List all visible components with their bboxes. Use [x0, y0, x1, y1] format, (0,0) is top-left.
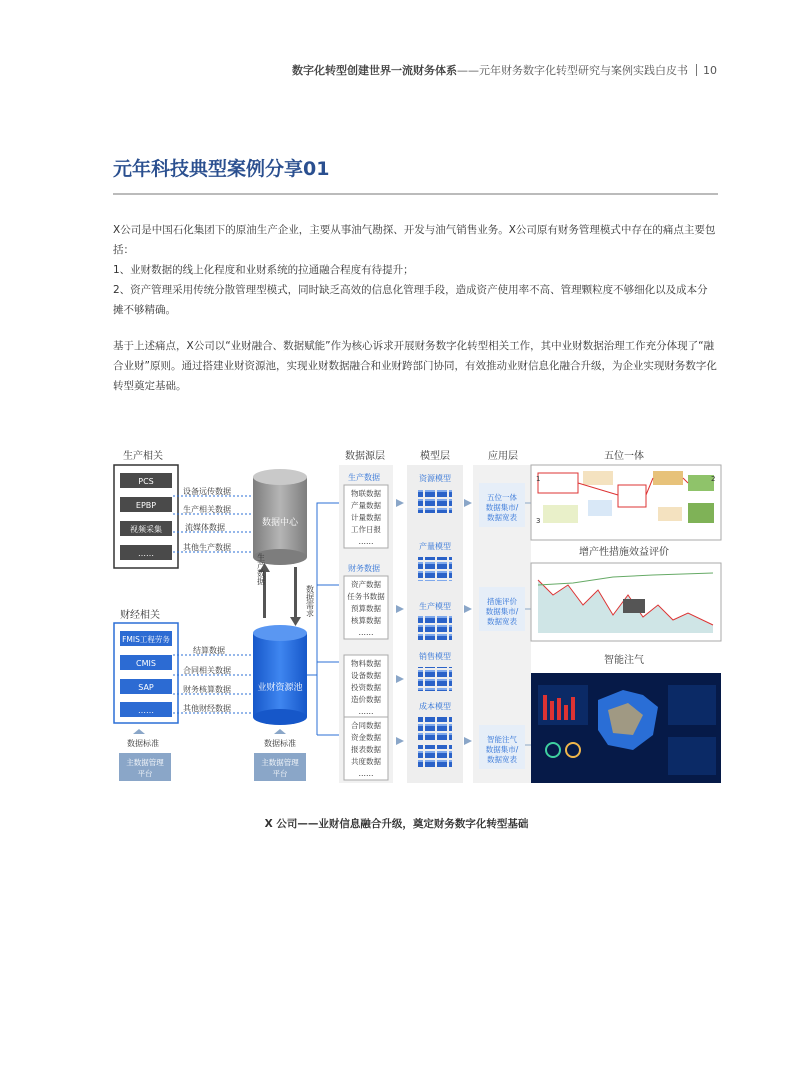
panel-smart-injection-thumbnail	[531, 673, 721, 783]
fin-system-label: CMIS	[136, 659, 156, 668]
app-item	[479, 725, 525, 769]
panel-title: 智能注气	[604, 655, 644, 666]
source-item: 投资数据	[351, 683, 381, 692]
source-item: 造价数据	[351, 695, 381, 704]
vertical-label-left: 生产数据	[256, 553, 266, 585]
app-item	[479, 587, 525, 631]
prod-flow-label: 其他生产数据	[183, 543, 231, 552]
source-item: ……	[358, 628, 374, 637]
mdm-label: 平台	[137, 769, 153, 778]
resource-pool-cylinder	[253, 625, 307, 725]
source-item: 物料数据	[351, 659, 381, 668]
title-divider	[113, 193, 718, 195]
app-label: 智能注气	[487, 735, 517, 744]
paragraph-2-text: 基于上述痛点，X公司以“业财融合、数据赋能”作为核心诉求开展财务数字化转型相关工作，其中业财数据治理工作充分体现了“融合业财”原则。通过搭建业财资源池，实现业财数据融合和业财跨部门协同，有效推动业财信息化融合升级，为企业实现财务数字化转型奠定基础。	[113, 340, 717, 392]
source-item: ……	[358, 707, 374, 716]
connector-bracket	[307, 503, 339, 735]
resource-pool-label: 业财资源池	[257, 683, 303, 693]
source-item: 共度数据	[351, 757, 381, 766]
column-header: 模型层	[420, 451, 450, 462]
up-arrow-icon	[133, 729, 145, 734]
model-label: 产量模型	[419, 542, 451, 551]
header-subtitle: ——元年财务数字化转型研究与案例实践白皮书	[457, 64, 688, 77]
fin-system-label: ……	[138, 706, 154, 715]
prod-flow-label: 设备远传数据	[183, 487, 231, 496]
prod-system-label: PCS	[138, 477, 154, 486]
model-cube-icon	[418, 557, 452, 581]
data-center-label: 数据中心	[261, 518, 299, 528]
prod-system-label: ……	[138, 549, 154, 558]
data-standard-label: 数据标准	[264, 739, 296, 748]
source-group-title: 生产数据	[348, 473, 380, 482]
app-label: 数据集市/	[485, 503, 519, 512]
source-item: 物联数据	[351, 489, 381, 498]
app-label: 数据宽表	[487, 755, 517, 764]
model-cube-icon	[418, 745, 452, 769]
svg-text:3: 3	[536, 517, 541, 525]
model-cube-icon	[418, 667, 452, 691]
panel-title: 增产性措施效益评价	[579, 547, 669, 558]
model-cube-icon	[418, 489, 452, 513]
column-header: 应用层	[488, 451, 518, 462]
model-label: 生产模型	[419, 602, 451, 611]
mdm-label: 主数据管理	[261, 758, 299, 767]
app-item	[479, 483, 525, 527]
model-item	[418, 601, 452, 640]
fin-system-label: FMIS工程劳务	[122, 635, 170, 644]
source-item: ……	[358, 769, 374, 778]
source-item: 设备数据	[351, 671, 381, 680]
data-standard-label: 数据标准	[127, 739, 159, 748]
app-label: 五位一体	[487, 493, 517, 502]
source-item: 合同数据	[351, 721, 381, 730]
mdm-label: 主数据管理	[126, 758, 164, 767]
source-item: 资产数据	[351, 580, 381, 589]
app-label: 数据宽表	[487, 617, 517, 626]
paragraph-1-line: X公司是中国石化集团下的原油生产企业，主要从事油气勘探、开发与油气销售业务。X公司原有财务管理模式中存在的痛点主要包括：	[113, 224, 716, 256]
source-item: ……	[358, 537, 374, 546]
source-item: 预算数据	[351, 604, 381, 613]
fin-label: 财经相关	[120, 610, 160, 621]
svg-text:2: 2	[711, 475, 716, 483]
prod-system-label: EPBP	[135, 501, 157, 510]
page-number: 10	[703, 64, 717, 77]
column-header: 数据源层	[345, 451, 385, 462]
model-label: 成本模型	[419, 702, 451, 711]
app-label: 措施评价	[487, 597, 517, 606]
panel-five-in-one-thumbnail	[531, 465, 721, 540]
model-label: 资源模型	[419, 474, 451, 483]
source-item: 核算数据	[351, 616, 381, 625]
source-item: 资金数据	[351, 733, 381, 742]
prod-label: 生产相关	[123, 451, 163, 462]
page-header	[292, 62, 717, 78]
paragraph-1-line: 1、业财数据的线上化程度和业财系统的拉通融合程度有待提升；	[113, 264, 414, 276]
model-cube-icon	[418, 717, 452, 741]
panel-title: 五位一体	[604, 451, 644, 462]
source-item: 计量数据	[351, 513, 381, 522]
model-item	[418, 473, 452, 513]
data-architecture-diagram	[113, 445, 723, 785]
fin-flow-label: 合同相关数据	[183, 666, 231, 675]
source-item: 产量数据	[351, 501, 381, 510]
source-group	[344, 717, 388, 780]
app-label: 数据集市/	[485, 607, 519, 616]
prod-system-label: 视频采集	[130, 525, 162, 534]
fin-flow-label: 财务核算数据	[183, 685, 231, 694]
paragraph-1-line: 2、资产管理采用传统分散管理型模式，同时缺乏高效的信息化管理手段，造成资产使用率不高、管理颗粒度不够细化以及成本分摊不够精确。	[113, 284, 708, 316]
section-title: 元年科技典型案例分享01	[113, 158, 330, 180]
fin-flow-label: 结算数据	[193, 646, 225, 655]
mdm-label: 平台	[272, 769, 288, 778]
fin-system-label: SAP	[138, 683, 154, 692]
fin-flow-label: 其他财经数据	[183, 704, 231, 713]
source-item: 任务书数据	[347, 592, 385, 601]
source-group-title: 财务数据	[348, 564, 380, 573]
model-item	[418, 651, 452, 691]
header-divider	[696, 64, 697, 76]
paragraph-2	[113, 336, 718, 396]
model-item	[418, 541, 452, 581]
svg-text:1: 1	[536, 475, 541, 483]
model-cube-icon	[418, 616, 452, 640]
vertical-label-right: 数据需求	[305, 585, 315, 617]
source-group	[344, 655, 388, 718]
source-item: 报表数据	[351, 745, 381, 754]
panel-measure-eval-thumbnail	[531, 563, 721, 641]
data-center-cylinder	[253, 469, 307, 565]
app-label: 数据宽表	[487, 513, 517, 522]
figure-caption: X 公司——业财信息融合升级，奠定财务数字化转型基础	[264, 818, 529, 830]
header-bold-title: 数字化转型创建世界一流财务体系	[292, 64, 457, 77]
app-label: 数据集市/	[485, 745, 519, 754]
up-arrow-icon	[274, 729, 286, 734]
prod-flow-label: 流媒体数据	[185, 523, 225, 532]
model-label: 销售模型	[419, 652, 451, 661]
paragraph-1	[113, 220, 718, 320]
source-item: 工作日报	[351, 525, 381, 534]
prod-flow-label: 生产相关数据	[183, 505, 231, 514]
